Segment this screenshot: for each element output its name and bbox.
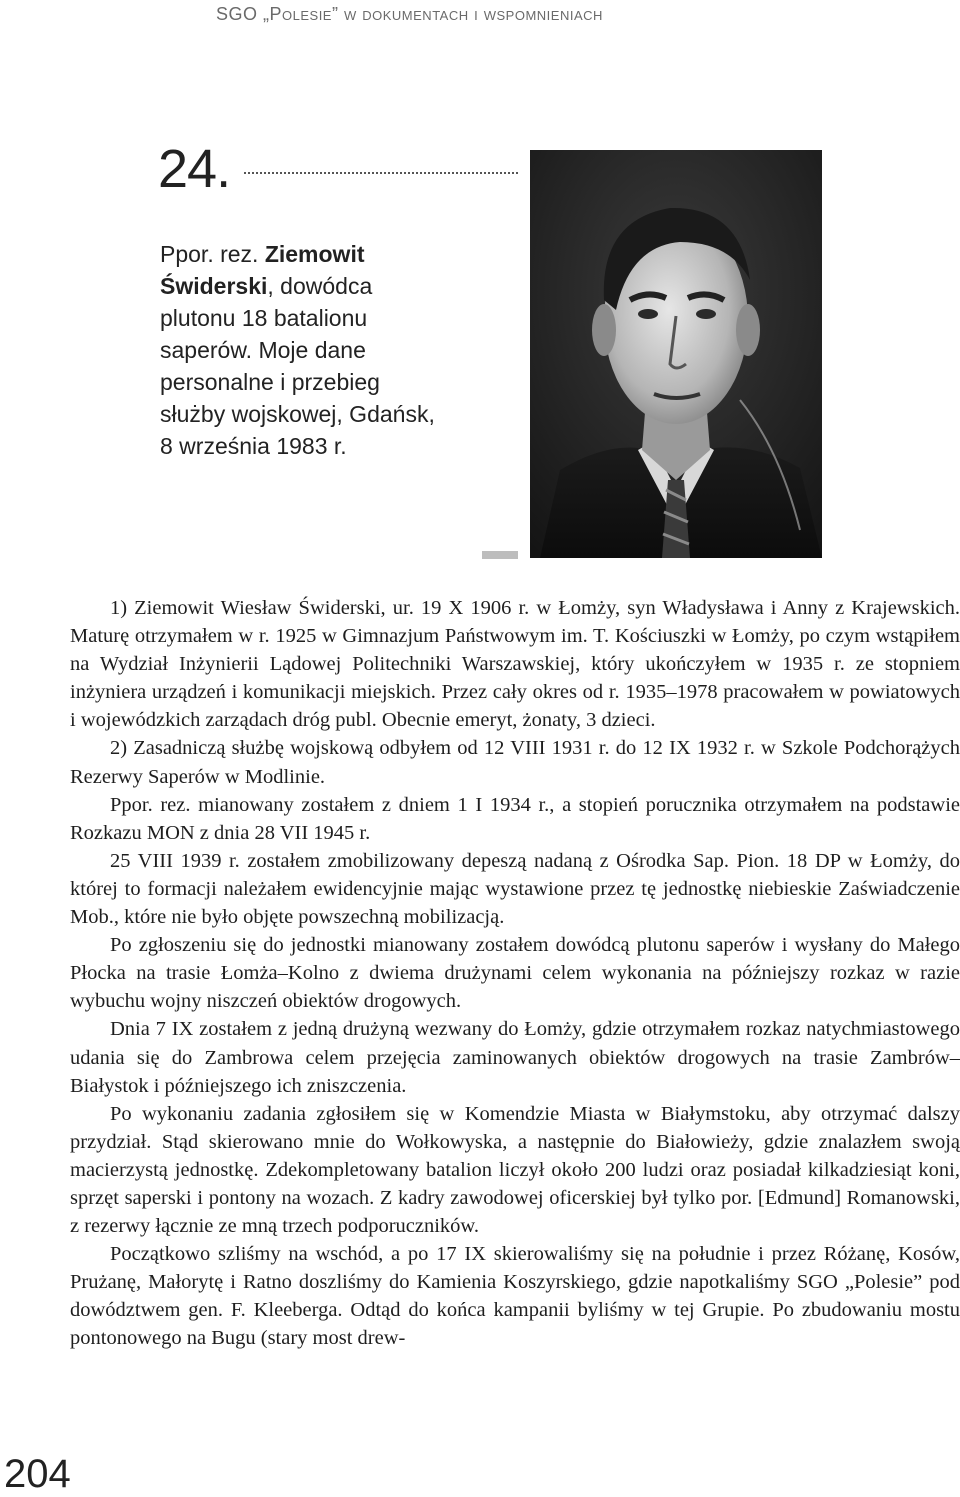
paragraph: Dnia 7 IX zostałem z jedną drużyną wezwany do Łomży, gdzie otrzymałem rozkaz natychmiastowego udania się do Zambrowa celem przejęcia zaminowanych obiektów drogowych na trasie Zambrów–Białystok i późniejszego ich zniszczenia. bbox=[70, 1018, 960, 1097]
entry-number: 24. bbox=[158, 139, 231, 199]
paragraph: 1) Ziemowit Wiesław Świderski, ur. 19 X 1906 r. w Łomży, syn Władysława i Anny z Krajewskich. Maturę otrzymałem w r. 1925 w Gimnazjum Państwowym im. T. Kościuszki w Łomży, po czym wstąpiłem na Wydział Inżynierii Lądowej Politechniki Warszawskiej, który ukończyłem w 1935 r. ze stopniem inżyniera urządzeń i komunikacji miejskich. Przez cały okres od r. 1935–1978 pracowałem w powiatowych i wojewódzkich zarządach dróg publ. Obecnie emeryt, żonaty, 3 dzieci. bbox=[70, 597, 960, 732]
dotted-rule bbox=[244, 172, 518, 174]
paragraph: 25 VIII 1939 r. zostałem zmobilizowany depeszą nadaną z Ośrodka Sap. Pion. 18 DP w Łomży, do której to formacji należałem ewidencyjnie mając wystawione przez tę jednostkę niebieskie Zaświadczenie Mob., które nie było objęte powszechną mobilizacją. bbox=[70, 849, 960, 929]
caption-rest: , dowódca plutonu 18 batalionu saperów. Moje dane personalne i przebieg służby wojskowej, Gdańsk, 8 września 1983 r. bbox=[160, 273, 435, 459]
paragraph: Ppor. rez. mianowany zostałem z dniem 1 I 1934 r., a stopień porucznika otrzymałem na podstawie Rozkazu MON z dnia 28 VII 1945 r. bbox=[70, 793, 960, 844]
gray-marker bbox=[482, 551, 518, 559]
caption-name: Ziemowit Świderski bbox=[160, 241, 365, 299]
portrait-image bbox=[530, 150, 822, 558]
paragraph: Po zgłoszeniu się do jednostki mianowany zostałem dowódcą plutonu saperów i wysłany do Małego Płocka na trasie Łomża–Kolno z dwiema drużynami celem wykonania na późniejszy rozkaz w razie wybuchu wojny niszczeń obiektów drogowych. bbox=[70, 934, 960, 1013]
caption-prefix: Ppor. rez. bbox=[160, 241, 265, 267]
page-number: 204 bbox=[4, 1452, 71, 1496]
portrait-photo bbox=[530, 150, 822, 558]
entry-caption bbox=[160, 238, 450, 462]
running-head: SGO „Polesie” w dokumentach i wspomnieniach bbox=[216, 4, 603, 24]
body-text bbox=[70, 594, 960, 1353]
paragraph: Po wykonaniu zadania zgłosiłem się w Komendzie Miasta w Białymstoku, aby otrzymać dalszy przydział. Stąd skierowano mnie do Wołkowyska, a następnie do Białowieży, gdzie znalazłem swoją macierzystą jednostkę. Zdekompletowany batalion liczył około 200 ludzi oraz posiadał kilkadziesiąt koni, sprzęt saperski i pontony na wozach. Z kadry zawodowej oficerskiej był tylko por. [Edmund] Romanowski, z rezerwy łącznie ze mną trzech podporuczników. bbox=[70, 1102, 960, 1238]
paragraph: 2) Zasadniczą służbę wojskową odbyłem od 12 VIII 1931 r. do 12 IX 1932 r. w Szkole Podchorążych Rezerwy Saperów w Modlinie. bbox=[70, 737, 960, 788]
paragraph: Początkowo szliśmy na wschód, a po 17 IX skierowaliśmy się na południe i przez Różanę, Kosów, Prużanę, Małorytę i Ratno doszliśmy do Kamienia Koszyrskiego, gdzie napotkaliśmy SGO „Polesie” pod dowództwem gen. F. Kleeberga. Odtąd do końca kampanii byliśmy w tej Grupie. Po zbudowaniu mostu pontonowego na Bugu (stary most drew- bbox=[70, 1243, 960, 1350]
